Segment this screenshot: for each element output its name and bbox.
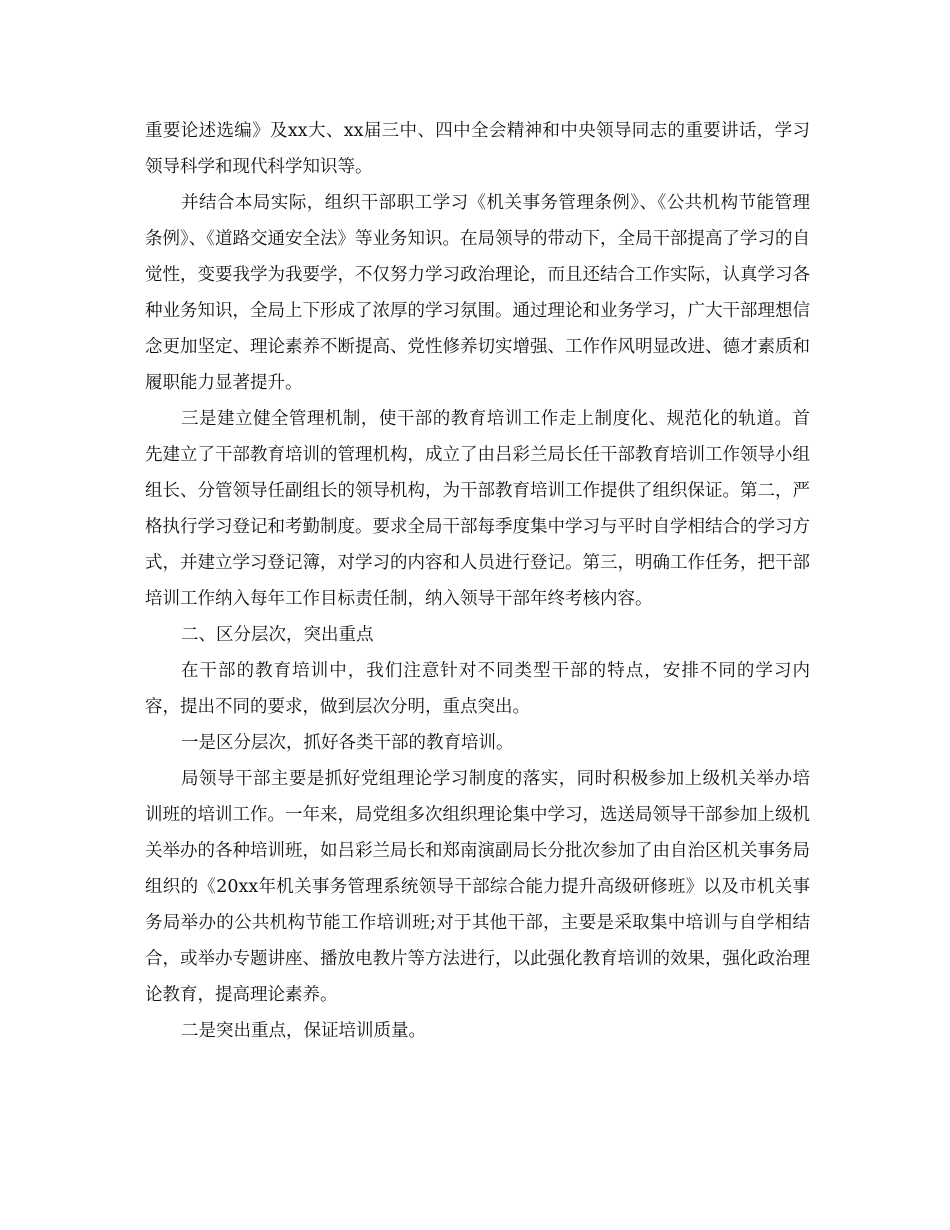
document-body xyxy=(145,113,810,1049)
paragraph: 并结合本局实际，组织干部职工学习《机关事务管理条例》、《公共机构节能管理条例》、《道路交通安全法》等业务知识。在局领导的带动下，全局干部提高了学习的自觉性，变要我学为我要学，不仅努力学习政治理论，而且还结合工作实际，认真学习各种业务知识，全局上下形成了浓厚的学习氛围。通过理论和业务学习，广大干部理想信念更加坚定、理论素养不断提高、党性修养切实增强、工作作风明显改进、德才素质和履职能力显著提升。 xyxy=(145,193,810,393)
paragraph: 二是突出重点，保证培训质量。 xyxy=(181,1021,426,1041)
paragraph: 重要论述选编》及xx大、xx届三中、四中全会精神和中央领导同志的重要讲话，学习领导科学和现代科学知识等。 xyxy=(145,121,810,177)
paragraph: 在干部的教育培训中，我们注意针对不同类型干部的特点，安排不同的学习内容，提出不同的要求，做到层次分明，重点突出。 xyxy=(145,661,810,717)
paragraph: 一是区分层次，抓好各类干部的教育培训。 xyxy=(181,733,514,753)
section-heading: 二、区分层次，突出重点 xyxy=(181,625,374,645)
paragraph: 三是建立健全管理机制，使干部的教育培训工作走上制度化、规范化的轨道。首先建立了干部教育培训的管理机构，成立了由吕彩兰局长任干部教育培训工作领导小组组长、分管领导任副组长的领导机构，为干部教育培训工作提供了组织保证。第二，严格执行学习登记和考勤制度。要求全局干部每季度集中学习与平时自学相结合的学习方式，并建立学习登记簿，对学习的内容和人员进行登记。第三，明确工作任务，把干部培训工作纳入每年工作目标责任制，纳入领导干部年终考核内容。 xyxy=(145,409,810,609)
paragraph: 局领导干部主要是抓好党组理论学习制度的落实，同时积极参加上级机关举办培训班的培训工作。一年来，局党组多次组织理论集中学习，选送局领导干部参加上级机关举办的各种培训班，如吕彩兰局长和郑南演副局长分批次参加了由自治区机关事务局组织的《20xx年机关事务管理系统领导干部综合能力提升高级研修班》以及市机关事务局举办的公共机构节能工作培训班;对于其他干部，主要是采取集中培训与自学相结合，或举办专题讲座、播放电教片等方法进行，以此强化教育培训的效果，强化政治理论教育，提高理论素养。 xyxy=(145,769,810,1005)
